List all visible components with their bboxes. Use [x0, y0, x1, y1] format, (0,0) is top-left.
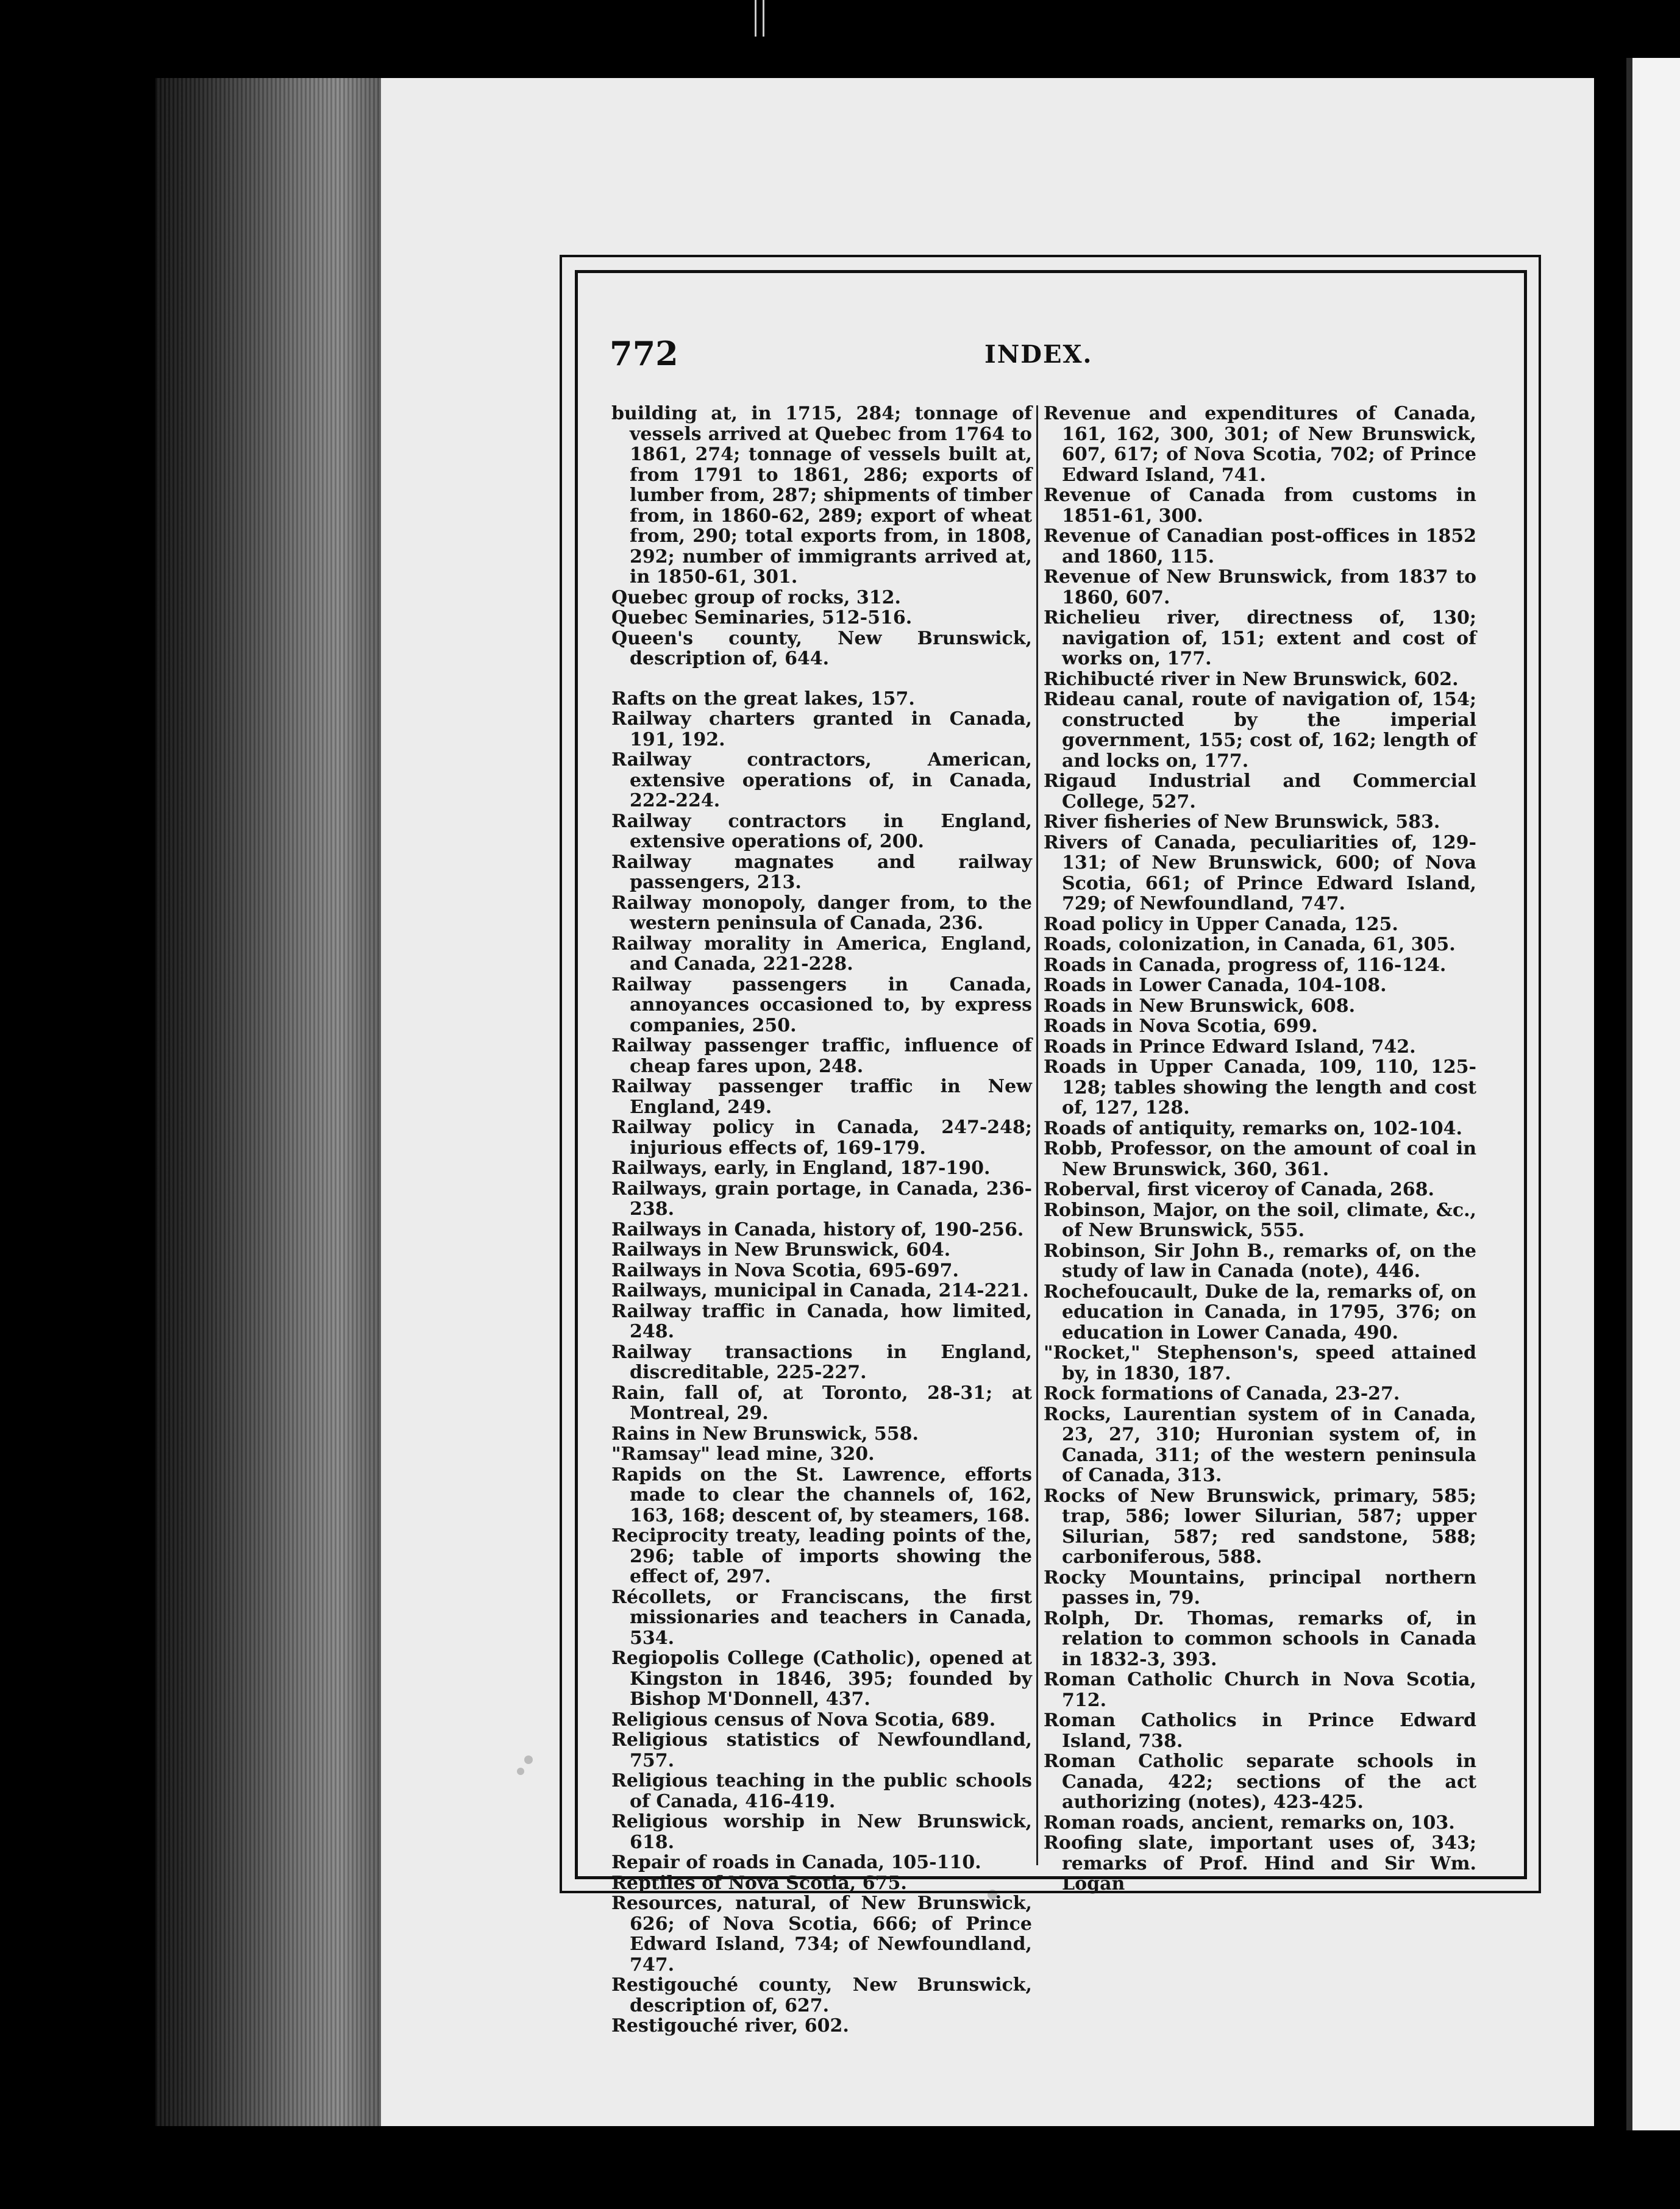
index-column-right	[1044, 404, 1476, 1894]
index-entry: Revenue of Canadian post-offices in 1852 and 1860, 115.	[1044, 525, 1476, 567]
scan-speck	[524, 1755, 533, 1764]
index-entry: Rigaud Industrial and Commercial College, 527.	[1044, 770, 1476, 813]
index-entry: Revenue of New Brunswick, from 1837 to 1860, 607.	[1044, 566, 1476, 608]
index-entry: Roads in Prince Edward Island, 742.	[1044, 1036, 1416, 1058]
index-entry: Reciprocity treaty, leading points of the, 296; table of imports showing the effect of, 297.	[611, 1525, 1032, 1587]
index-entry: Railway magnates and railway passengers, 213.	[611, 851, 1032, 893]
index-entry: Robinson, Sir John B., remarks of, on the study of law in Canada (note), 446.	[1044, 1240, 1476, 1282]
facing-page-edge	[1626, 58, 1680, 2130]
index-entry: Religious statistics of Newfoundland, 757.	[611, 1729, 1032, 1771]
index-entry: Railway contractors in England, extensive operations of, 200.	[611, 810, 1032, 852]
index-entry: Railway passenger traffic, influence of cheap fares upon, 248.	[611, 1035, 1032, 1077]
index-entry: Repair of roads in Canada, 105-110.	[611, 1852, 981, 1873]
index-entry: Railways, municipal in Canada, 214-221.	[611, 1280, 1029, 1301]
index-entry: Railways in Canada, history of, 190-256.	[611, 1218, 1024, 1240]
index-entry: Reptiles of Nova Scotia, 675.	[611, 1872, 907, 1894]
index-entry: Road policy in Upper Canada, 125.	[1044, 913, 1398, 935]
index-entry: Roofing slate, important uses of, 343; remarks of Prof. Hind and Sir Wm. Logan	[1044, 1832, 1476, 1894]
scan-mark	[755, 0, 764, 37]
index-entry: Religious teaching in the public schools of Canada, 416-419.	[611, 1770, 1032, 1812]
index-entry: "Rocket," Stephenson's, speed attained by, in 1830, 187.	[1044, 1342, 1476, 1384]
index-entry: Rafts on the great lakes, 157.	[611, 688, 915, 710]
running-head: INDEX.	[984, 340, 1093, 369]
index-entry: Rocks, Laurentian system of in Canada, 23, 27, 310; Huronian system of, in Canada, 311; of the western peninsula of Canada, 313.	[1044, 1403, 1476, 1486]
index-entry: Récollets, or Franciscans, the first missionaries and teachers in Canada, 534.	[611, 1586, 1032, 1649]
index-entry: Religious worship in New Brunswick, 618.	[611, 1811, 1032, 1853]
index-entry: Rolph, Dr. Thomas, remarks of, in relation to common schools in Canada in 1832-3, 393.	[1044, 1607, 1476, 1670]
page-number: 772	[610, 334, 678, 373]
index-entry: Rochefoucault, Duke de la, remarks of, on education in Canada, in 1795, 376; on education in Lower Canada, 490.	[1044, 1281, 1476, 1343]
index-entry: Roads in Canada, progress of, 116-124.	[1044, 954, 1447, 976]
index-entry: Roads in Nova Scotia, 699.	[1044, 1016, 1318, 1037]
index-entry: Rain, fall of, at Toronto, 28-31; at Montreal, 29.	[611, 1382, 1032, 1424]
index-entry: Rocks of New Brunswick, primary, 585; trap, 586; lower Silurian, 587; upper Silurian, 587; red sandstone, 588; carboniferous, 588.	[1044, 1485, 1476, 1568]
index-column-left	[611, 404, 1032, 2036]
index-entry: Railway monopoly, danger from, to the western peninsula of Canada, 236.	[611, 892, 1032, 934]
index-entry: Roman roads, ancient, remarks on, 103.	[1044, 1812, 1455, 1834]
index-entry: Roads, colonization, in Canada, 61, 305.	[1044, 934, 1456, 955]
index-entry: Revenue and expenditures of Canada, 161, 162, 300, 301; of New Brunswick, 607, 617; of Nova Scotia, 702; of Prince Edward Island, 741.	[1044, 403, 1476, 486]
index-entry: Restigouché county, New Brunswick, description of, 627.	[611, 1974, 1032, 2016]
index-entry: Railways in Nova Scotia, 695-697.	[611, 1259, 959, 1281]
index-entry: Revenue of Canada from customs in 1851-61, 300.	[1044, 485, 1476, 527]
index-entry: Religious census of Nova Scotia, 689.	[611, 1709, 996, 1731]
index-entry: Rapids on the St. Lawrence, efforts made to clear the channels of, 162, 163, 168; descent of, by steamers, 168.	[611, 1464, 1032, 1526]
index-entry: Railway charters granted in Canada, 191, 192.	[611, 708, 1032, 750]
index-entry: Rock formations of Canada, 23-27.	[1044, 1383, 1400, 1404]
index-entry: Robb, Professor, on the amount of coal in New Brunswick, 360, 361.	[1044, 1138, 1476, 1180]
index-entry: Roads in Lower Canada, 104-108.	[1044, 975, 1387, 996]
index-entry: Rocky Mountains, principal northern passes in, 79.	[1044, 1567, 1476, 1609]
index-entry: Roman Catholic Church in Nova Scotia, 712.	[1044, 1669, 1476, 1711]
index-entry: Rideau canal, route of navigation of, 154; constructed by the imperial government, 155; cost of, 162; length of and locks on, 177.	[1044, 689, 1476, 772]
index-entry: Railway traffic in Canada, how limited, 248.	[611, 1300, 1032, 1342]
index-entry: Railway transactions in England, discreditable, 225-227.	[611, 1341, 1032, 1383]
index-entry: Railway morality in America, England, and Canada, 221-228.	[611, 933, 1032, 975]
index-entry: Railways, early, in England, 187-190.	[611, 1158, 991, 1179]
index-entry: Richibucté river in New Brunswick, 602.	[1044, 668, 1459, 690]
index-entry: River fisheries of New Brunswick, 583.	[1044, 811, 1440, 833]
column-divider	[1036, 405, 1038, 1865]
index-entry: Railways in New Brunswick, 604.	[611, 1239, 951, 1261]
book-spine	[155, 78, 411, 2126]
index-entry: Roman Catholics in Prince Edward Island, 738.	[1044, 1710, 1476, 1752]
index-entry: "Ramsay" lead mine, 320.	[611, 1443, 875, 1465]
index-entry: Railway passengers in Canada, annoyances occasioned to, by express companies, 250.	[611, 973, 1032, 1036]
index-entry: Resources, natural, of New Brunswick, 626; of Nova Scotia, 666; of Prince Edward Island, 734; of Newfoundland, 747.	[611, 1893, 1032, 1976]
index-entry: Quebec group of rocks, 312.	[611, 586, 901, 608]
index-entry: Railway contractors, American, extensive operations of, in Canada, 222-224.	[611, 749, 1032, 811]
index-entry: Rivers of Canada, peculiarities of, 129-131; of New Brunswick, 600; of Nova Scotia, 661; of Prince Edward Island, 729; of Newfoundland, 747.	[1044, 831, 1476, 914]
scan-speck	[517, 1768, 524, 1775]
index-entry: Railway passenger traffic in New England, 249.	[611, 1076, 1032, 1118]
index-entry: Roman Catholic separate schools in Canada, 422; sections of the act authorizing (notes), 423-425.	[1044, 1751, 1476, 1813]
index-entry: Restigouché river, 602.	[611, 2015, 849, 2036]
index-entry: Richelieu river, directness of, 130; navigation of, 151; extent and cost of works on, 177.	[1044, 607, 1476, 669]
index-entry: Roads of antiquity, remarks on, 102-104.	[1044, 1117, 1462, 1139]
index-entry: Regiopolis College (Catholic), opened at Kingston in 1846, 395; founded by Bishop M'Donnell, 437.	[611, 1648, 1032, 1710]
index-entry: Rains in New Brunswick, 558.	[611, 1423, 919, 1445]
index-entry: Quebec Seminaries, 512-516.	[611, 607, 913, 628]
index-entry: Roads in New Brunswick, 608.	[1044, 995, 1356, 1017]
index-entry: Robinson, Major, on the soil, climate, &c., of New Brunswick, 555.	[1044, 1199, 1476, 1241]
index-entry: Roads in Upper Canada, 109, 110, 125-128; tables showing the length and cost of, 127, 128.	[1044, 1056, 1476, 1119]
index-entry: Railways, grain portage, in Canada, 236-238.	[611, 1178, 1032, 1220]
index-entry: building at, in 1715, 284; tonnage of vessels arrived at Quebec from 1764 to 1861, 274; tonnage of vessels built at, from 1791 to 1861, 286; exports of lumber from, 287; shipments of timber from, in 1860-62, 289; export of wheat from, 290; total exports from, in 1808, 292; number of immigrants arrived at, in 1850-61, 301.	[611, 403, 1032, 588]
index-entry: Roberval, first viceroy of Canada, 268.	[1044, 1179, 1434, 1200]
index-entry: Queen's county, New Brunswick, description of, 644.	[611, 627, 1032, 669]
index-entry: Railway policy in Canada, 247-248; injurious effects of, 169-179.	[611, 1117, 1032, 1159]
